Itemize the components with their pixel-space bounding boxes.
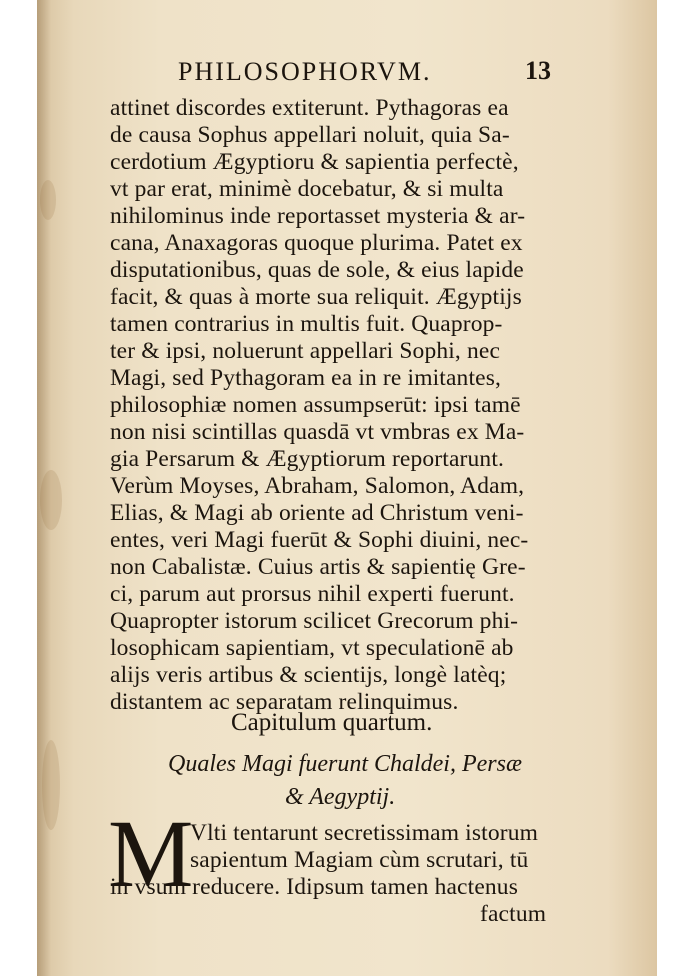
paper-stain <box>42 740 60 830</box>
body-line: cerdotium Ægyptioru & sapientia perfectè, <box>110 149 519 175</box>
running-title: PHILOSOPHORVM. <box>178 57 432 86</box>
page-number: 13 <box>525 56 551 85</box>
body-line: philosophiæ nomen assumpserūt: ipsi tamē <box>110 392 521 418</box>
body-line: facit, & quas à morte sua reliquit. Ægyptijs <box>110 284 522 310</box>
section-line-1: Vlti tentarunt secretissimam istorum <box>190 820 539 846</box>
body-line: gia Persarum & Ægyptiorum reportarunt. <box>110 446 505 472</box>
body-line: de causa Sophus appellari noluit, quia Sa- <box>110 122 510 148</box>
paper-stain <box>40 470 62 530</box>
body-line: distantem ac separatam relinquimus. <box>110 689 459 715</box>
chapter-subtitle-line-1: Quales Magi fuerunt Chaldei, Persæ <box>168 751 522 777</box>
body-line: non nisi scintillas quasdā vt vmbras ex Ma- <box>110 419 525 445</box>
body-line: Elias, & Magi ab oriente ad Christum veni- <box>110 500 524 526</box>
body-line: disputationibus, quas de sole, & eius lapide <box>110 257 524 283</box>
body-line: Verùm Moyses, Abraham, Salomon, Adam, <box>110 473 525 499</box>
body-line: tamen contrarius in multis fuit. Quaprop- <box>110 311 503 337</box>
body-line: Magi, sed Pythagoram ea in re imitantes, <box>110 365 502 391</box>
body-line: cana, Anaxagoras quoque plurima. Patet ex <box>110 230 523 256</box>
body-line: vt par erat, minimè docebatur, & si multa <box>110 176 504 202</box>
body-line: ci, parum aut prorsus nihil experti fuerunt. <box>110 581 515 607</box>
chapter-subtitle-line-2: & Aegyptij. <box>285 784 396 810</box>
body-line: attinet discordes extiterunt. Pythagoras ea <box>110 95 509 121</box>
body-line: Quapropter istorum scilicet Grecorum phi- <box>110 608 519 634</box>
drop-cap: M <box>108 800 194 907</box>
body-line: non Cabalistæ. Cuius artis & sapientię Gre- <box>110 554 526 580</box>
section-line-2: sapientum Magiam cùm scrutari, tū <box>190 847 529 873</box>
body-line: nihilominus inde reportasset mysteria & ar- <box>110 203 526 229</box>
body-line: alijs veris artibus & scientijs, longè latèq; <box>110 662 507 688</box>
section-line-3: in vsum reducere. Idipsum tamen hactenus <box>110 874 518 900</box>
body-line: entes, veri Magi fuerūt & Sophi diuini, nec- <box>110 527 529 553</box>
paper-stain <box>40 180 56 220</box>
body-line: ter & ipsi, noluerunt appellari Sophi, nec <box>110 338 501 364</box>
chapter-title: Capitulum quartum. <box>231 709 433 736</box>
body-line: losophicam sapientiam, vt speculationē ab <box>110 635 514 661</box>
catchword: factum <box>480 901 547 927</box>
